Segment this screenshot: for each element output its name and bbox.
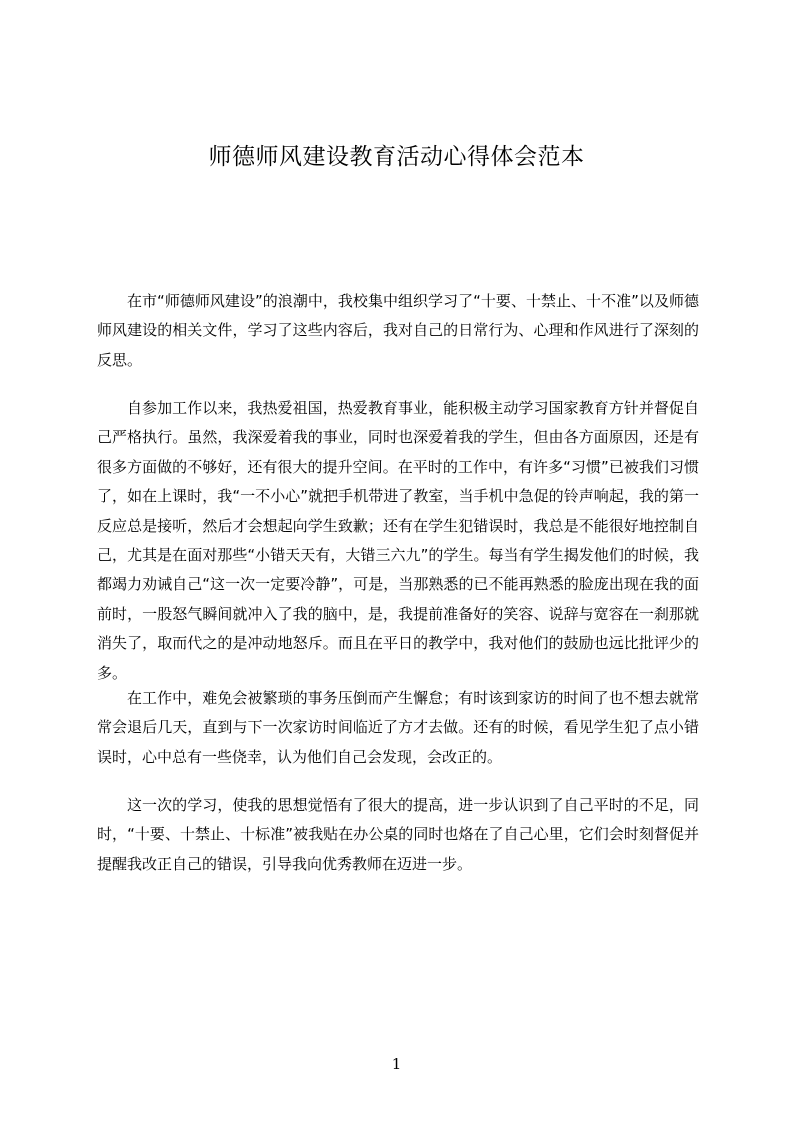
paragraph-1: 在市“师德师风建设”的浪潮中，我校集中组织学习了“十要、十禁止、十不准”以及师德师风建设的相关文件，学习了这些内容后，我对自己的日常行为、心理和作风进行了深刻的反思。 [97,292,699,369]
paragraph-3: 在工作中，难免会被繁琐的事务压倒而产生懈怠；有时该到家访的时间了也不想去就常常会退后几天，直到与下一次家访时间临近了方才去做。还有的时候，看见学生犯了点小错误时，心中总有一些侥幸，认为他们自己会发现，会改正的。 [97,689,699,766]
page-number: 1 [391,1055,402,1073]
paragraph-2: 自参加工作以来，我热爱祖国，热爱教育事业，能积极主动学习国家教育方针并督促自己严格执行。虽然，我深爱着我的事业，同时也深爱着我的学生，但由各方面原因，还是有很多方面做的不够好，还有很大的提升空间。在平时的工作中，有许多“习惯”已被我们习惯了，如在上课时，我“一不小心”就把手机带进了教室，当手机中急促的铃声响起，我的第一反应总是接听，然后才会想起向学生致歉；还有在学生犯错误时，我总是不能很好地控制自己，尤其是在面对那些“小错天天有，大错三六九”的学生。每当有学生揭发他们的时候，我都竭力劝诫自己“这一次一定要冷静”，可是，当那熟悉的已不能再熟悉的脸庞出现在我的面前时，一股怒气瞬间就冲入了我的脑中，是，我提前准备好的笑容、说辞与宽容在一刹那就消失了，取而代之的是冲动地怒斥。而且在平日的教学中，我对他们的鼓励也远比批评少的多。 [97,399,699,682]
paragraph-4: 这一次的学习，使我的思想觉悟有了很大的提高，进一步认识到了自己平时的不足，同时，“十要、十禁止、十标准”被我贴在办公桌的同时也烙在了自己心里，它们会时刻督促并提醒我改正自己的错误，引导我向优秀教师在迈进一步。 [97,796,699,873]
document-title: 师德师风建设教育活动心得体会范本 [208,144,585,170]
